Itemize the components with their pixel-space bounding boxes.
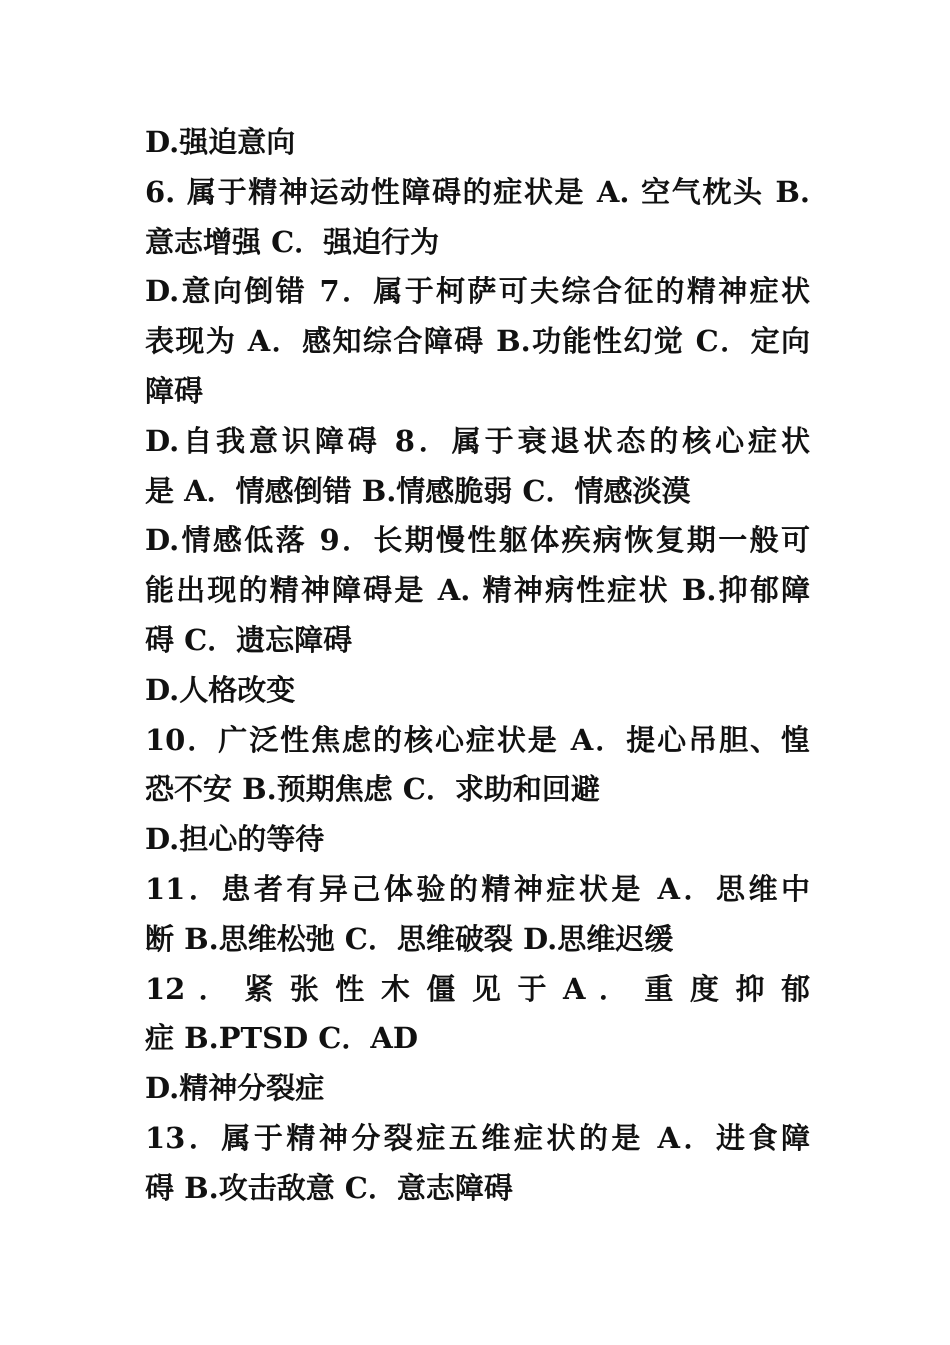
text-line: 碍 B.攻击敌意 C．意志障碍 — [145, 1170, 513, 1205]
text-line: D.担心的等待 — [145, 822, 325, 857]
text-line: D.人格改变 — [145, 672, 296, 707]
text-line: 6. 属于精神运动性障碍的症状是 A. 空气枕头 B. — [145, 174, 810, 209]
text-line: D.情感低落 9．长期慢性躯体疾病恢复期一般可 — [145, 523, 810, 558]
text-line: 障碍 — [145, 373, 204, 408]
text-line: 症 B.PTSD C．AD — [145, 1021, 419, 1056]
text-line: 13．属于精神分裂症五维症状的是 A．进食障 — [145, 1120, 810, 1155]
text-line: 11．患者有异己体验的精神症状是 A．思维中 — [145, 871, 810, 906]
text-line: 能出现的精神障碍是 A. 精神病性症状 B.抑郁障 — [145, 573, 810, 608]
text-line: D.精神分裂症 — [145, 1071, 325, 1106]
text-line: 意志增强 C．强迫行为 — [145, 224, 440, 259]
text-line: D.强迫意向 — [145, 125, 296, 159]
text-line: 12 ． 紧 张 性 木 僵 见 于 A ． 重 度 抑 郁 — [145, 971, 810, 1006]
text-line: 10．广泛性焦虑的核心症状是 A．提心吊胆、惶 — [145, 722, 810, 757]
text-line: 恐不安 B.预期焦虑 C．求助和回避 — [145, 772, 600, 807]
text-line: D.意向倒错 7．属于柯萨可夫综合征的精神症状 — [145, 274, 810, 309]
text-line: 是 A．情感倒错 B.情感脆弱 C．情感淡漠 — [145, 473, 691, 508]
text-line: 碍 C．遗忘障碍 — [145, 622, 353, 657]
text-line: 断 B.思维松弛 C．思维破裂 D.思维迟缓 — [145, 921, 674, 956]
text-line: D.自我意识障碍 8．属于衰退状态的核心症状 — [145, 423, 810, 458]
document-body — [145, 118, 810, 1214]
text-line: 表现为 A．感知综合障碍 B.功能性幻觉 C．定向 — [145, 324, 810, 359]
